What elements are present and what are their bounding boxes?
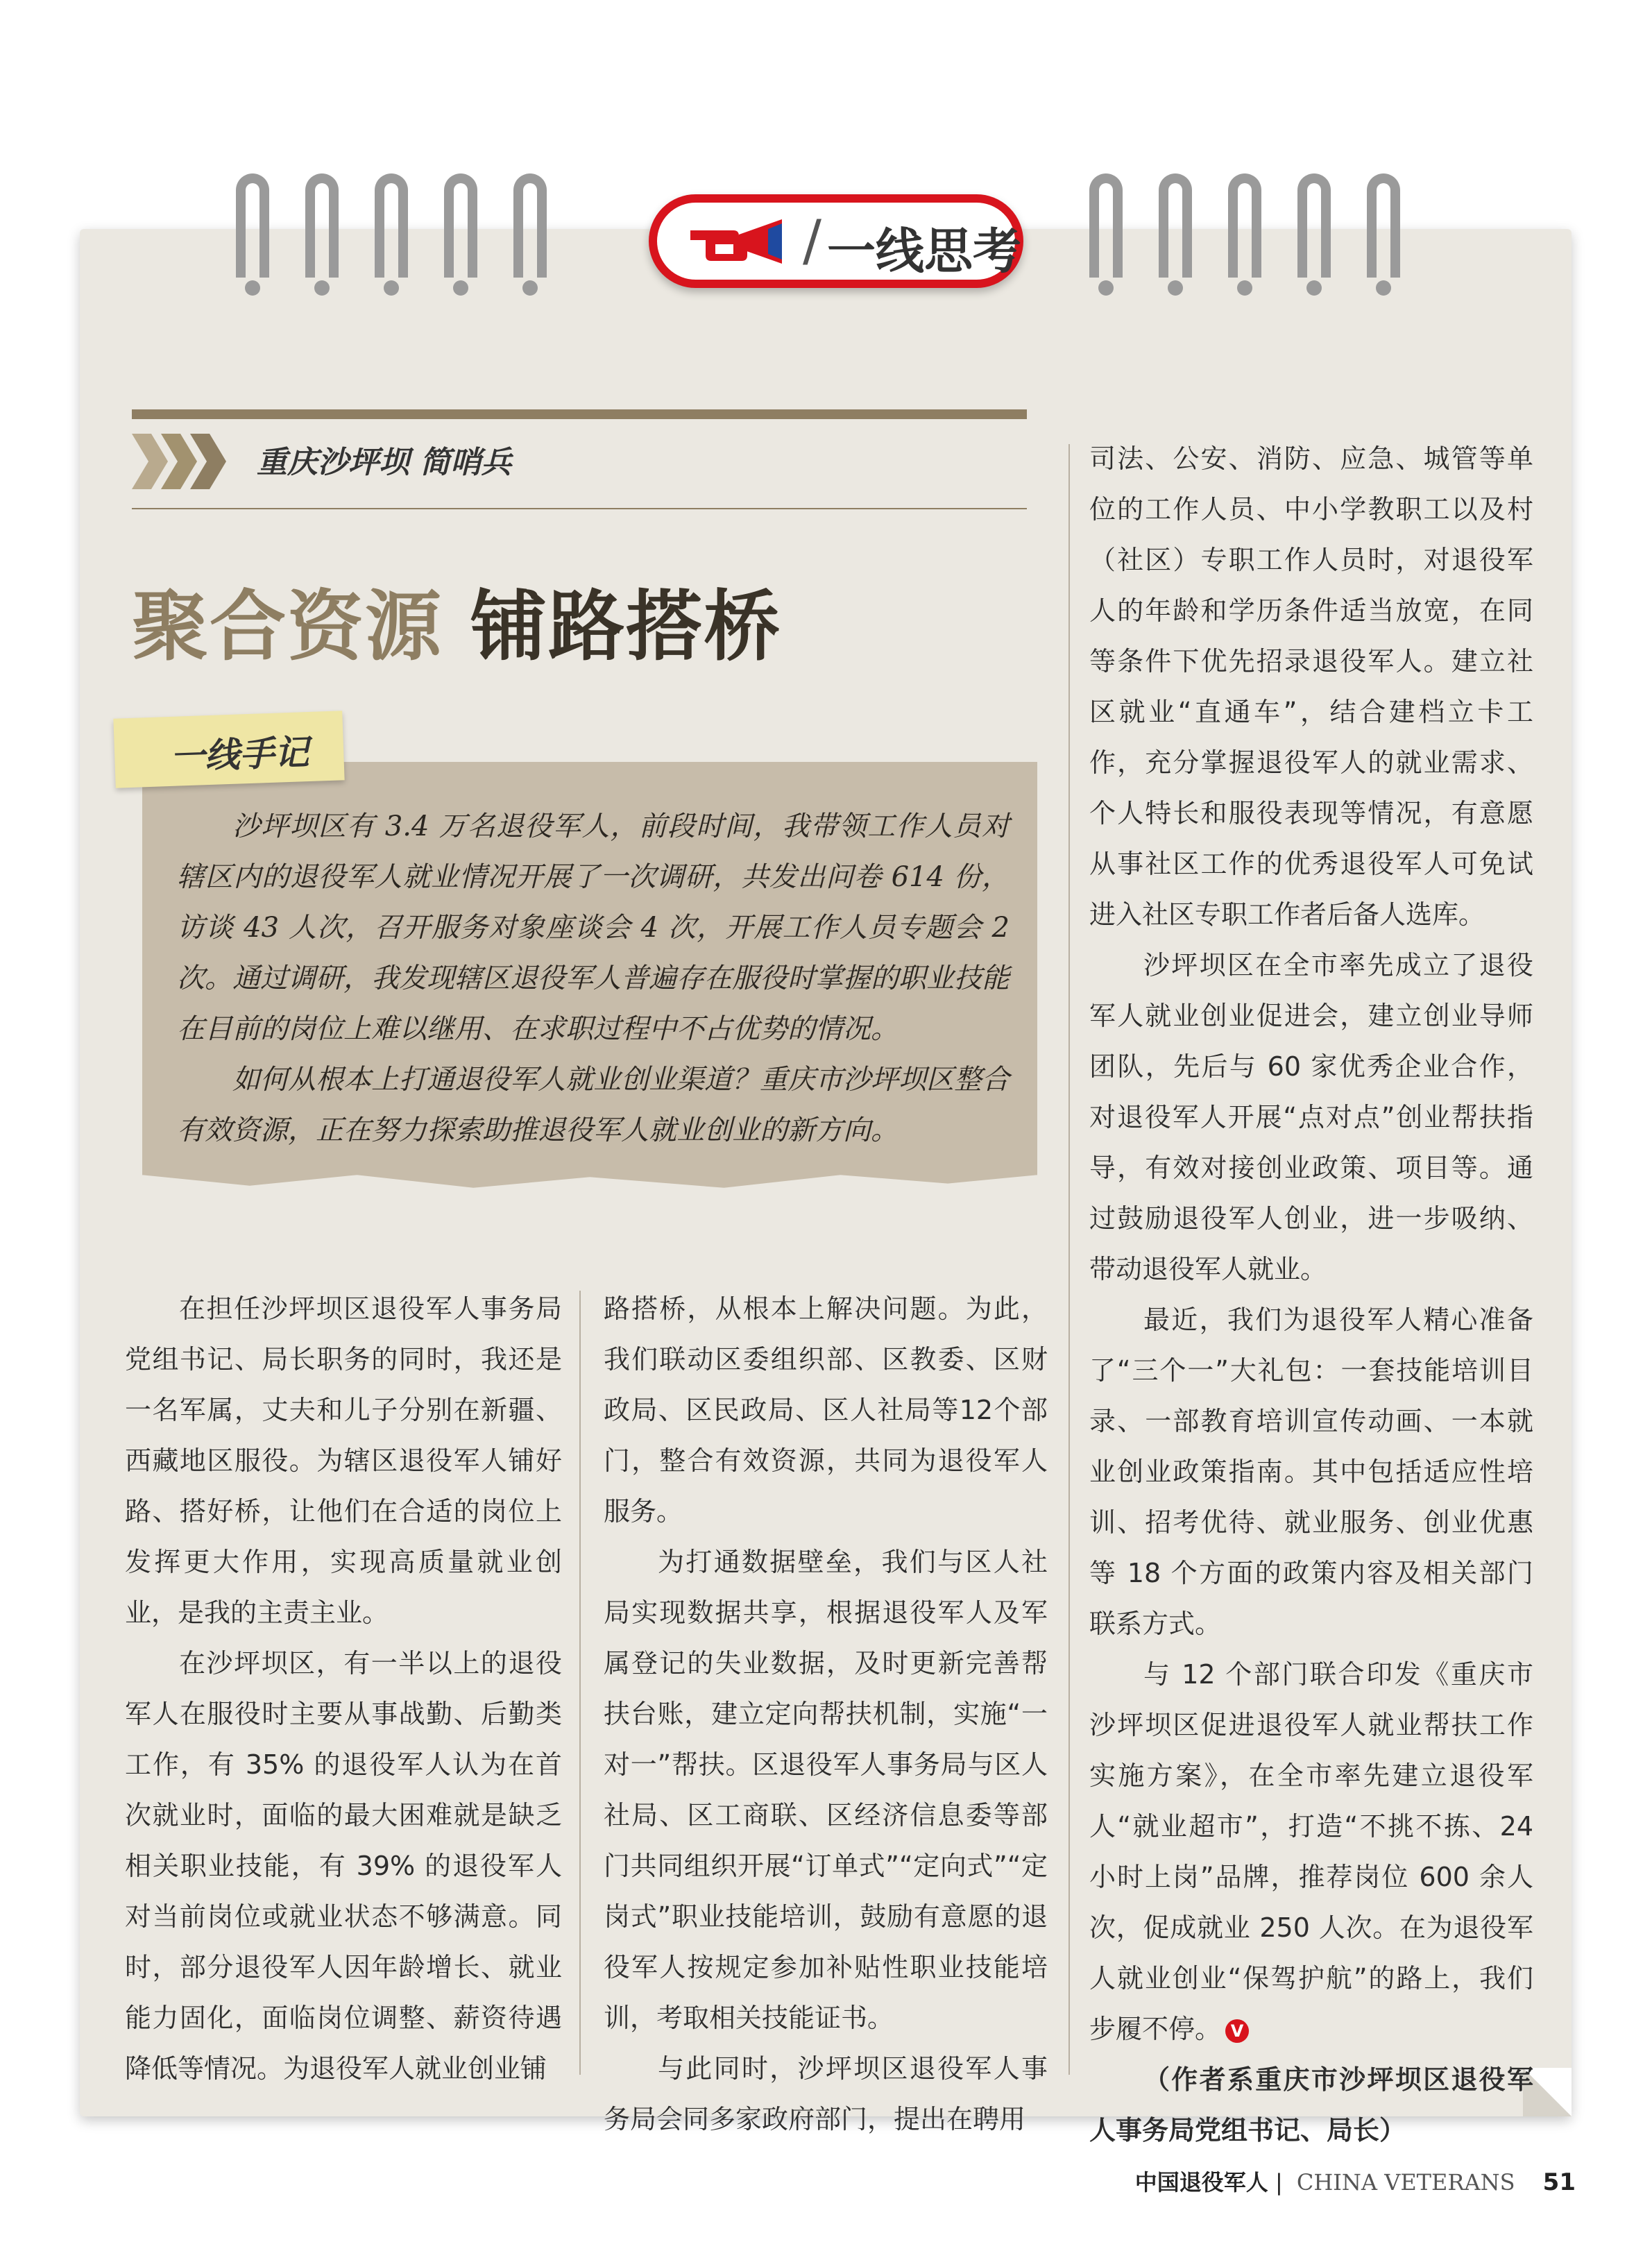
body-paragraph — [1089, 1649, 1533, 2055]
bugle-logo-icon — [685, 216, 789, 266]
magazine-name: 中国退役军人 — [1134, 2169, 1268, 2196]
body-column-2 — [604, 1284, 1048, 2145]
article-headline — [132, 566, 781, 675]
note-paragraph: 如何从根本上打通退役军人就业创业渠道？重庆市沙坪坝区整合有效资源，正在努力探索助推退役军人就业创业的新方向。 — [177, 1064, 1010, 1146]
field-notes-text — [177, 801, 1010, 1156]
author-signature: （作者系重庆市沙坪坝区退役军人事务局党组书记、局长） — [1089, 2064, 1533, 2146]
closing-text: 与 12 个部门联合印发《重庆市沙坪坝区促进退役军人就业帮扶工作实施方案》，在全市率先建立退役军人“就业超市”，打造“不挑不拣、24 小时上岗”品牌，推荐岗位 600 余人次，促成就业 250 人次。在为退役军人就业创业“保驾护航”的路上，我们步履不停。 — [1089, 1659, 1533, 2044]
headline-part-2: 铺路搭桥 — [470, 582, 782, 671]
body-paragraph: 与此同时，沙坪坝区退役军人事务局会同多家政府部门，提出在聘用 — [604, 2053, 1048, 2134]
body-paragraph: 路搭桥，从根本上解决问题。为此，我们联动区委组织部、区教委、区财政局、区民政局、区人社局等12个部门，整合有效资源，共同为退役军人服务。 — [604, 1293, 1048, 1527]
body-paragraph: 沙坪坝区在全市率先成立了退役军人就业创业促进会，建立创业导师团队，先后与 60 家优秀企业合作，对退役军人开展“点对点”创业帮扶指导，有效对接创业政策、项目等。通过鼓励退役军人创业，进一步吸纳、带动退役军人就业。 — [1089, 950, 1533, 1284]
badge-separator: / — [803, 208, 821, 273]
body-paragraph: 司法、公安、消防、应急、城管等单位的工作人员、中小学教职工以及村（社区）专职工作人员时，对退役军人的年龄和学历条件适当放宽，在同等条件下优先招录退役军人。建立社区就业“直通车”，结合建档立卡工作，充分掌握退役军人的就业需求、个人特长和服役表现等情况，有意愿从事社区工作的优秀退役军人可免试进入社区专职工作者后备人选库。 — [1089, 443, 1533, 930]
body-paragraph: 最近，我们为退役军人精心准备了“三个一”大礼包：一套技能培训目录、一部教育培训宣传动画、一本就业创业政策指南。其中包括适应性培训、招考优待、就业服务、创业优惠等 18 个方面的政策内容及相关部门联系方式。 — [1089, 1305, 1533, 1639]
ring-icon — [513, 173, 547, 278]
column-divider — [579, 1291, 581, 2075]
body-column-1 — [125, 1284, 562, 2094]
body-paragraph: 为打通数据壁垒，我们与区人社局实现数据共享，根据退役军人及军属登记的失业数据，及时更新完善帮扶台账，建立定向帮扶机制，实施“一对一”帮扶。区退役军人事务局与区人社局、区工商联、区经济信息委等部门共同组织开展“订单式”“定向式”“定岗式”职业技能培训，鼓励有意愿的退役军人按规定参加补贴性职业技能培训，考取相关技能证书。 — [604, 1547, 1048, 2033]
end-mark-icon: V — [1225, 2019, 1249, 2043]
chevron-arrows-icon — [132, 434, 236, 489]
ring-icon — [444, 173, 477, 278]
ring-icon — [1228, 173, 1261, 278]
ring-icon — [375, 173, 408, 278]
note-paragraph: 沙坪坝区有 3.4 万名退役军人，前段时间，我带领工作人员对辖区内的退役军人就业情况开展了一次调研，共发出问卷 614 份，访谈 43 人次，召开服务对象座谈会 4 次，开展工作人员专题会 2 次。通过调研，我发现辖区退役军人普遍存在服役时掌握的职业技能在目前的岗位上难以继用、在求职过程中不占优势的情况。 — [177, 810, 1010, 1045]
binder-rings-left — [236, 173, 597, 305]
binder-rings-right — [1089, 173, 1450, 305]
body-paragraph: 在担任沙坪坝区退役军人事务局党组书记、局长职务的同时，我还是一名军属，丈夫和儿子分别在新疆、西藏地区服役。为辖区退役军人铺好路、搭好桥，让他们在合适的岗位上发挥更大作用，实现高质量就业创业，是我的主责主业。 — [125, 1293, 562, 1628]
ring-icon — [305, 173, 339, 278]
footer-separator: | — [1275, 2169, 1283, 2196]
body-column-3 — [1089, 434, 1533, 2156]
column-title: 一线思考 — [827, 222, 1021, 280]
column-divider — [1068, 444, 1070, 2075]
ring-icon — [236, 173, 269, 278]
magazine-english-name: CHINA VETERANS — [1296, 2169, 1515, 2196]
page-number: 51 — [1542, 2168, 1576, 2196]
header-rule — [132, 409, 1027, 419]
headline-part-1: 聚合资源 — [132, 582, 443, 671]
ring-icon — [1159, 173, 1192, 278]
field-notes-title: 一线手记 — [169, 731, 310, 777]
ring-icon — [1297, 173, 1331, 278]
page-footer — [1135, 2165, 1576, 2197]
body-paragraph: 在沙坪坝区，有一半以上的退役军人在服役时主要从事战勤、后勤类工作，有 35% 的退役军人认为在首次就业时，面临的最大困难就是缺乏相关职业技能，有 39% 的退役军人对当前岗位或就业状态不够满意。同时，部分退役军人因年龄增长、就业能力固化，面临岗位调整、薪资待遇降低等情况。为退役军人就业创业铺 — [125, 1648, 562, 2084]
byline-rule — [132, 508, 1027, 509]
ring-icon — [1089, 173, 1123, 278]
field-notes-label — [113, 711, 344, 788]
author-byline: 重庆沙坪坝 简哨兵 — [257, 445, 512, 480]
ring-icon — [1367, 173, 1400, 278]
column-badge — [649, 194, 1023, 288]
